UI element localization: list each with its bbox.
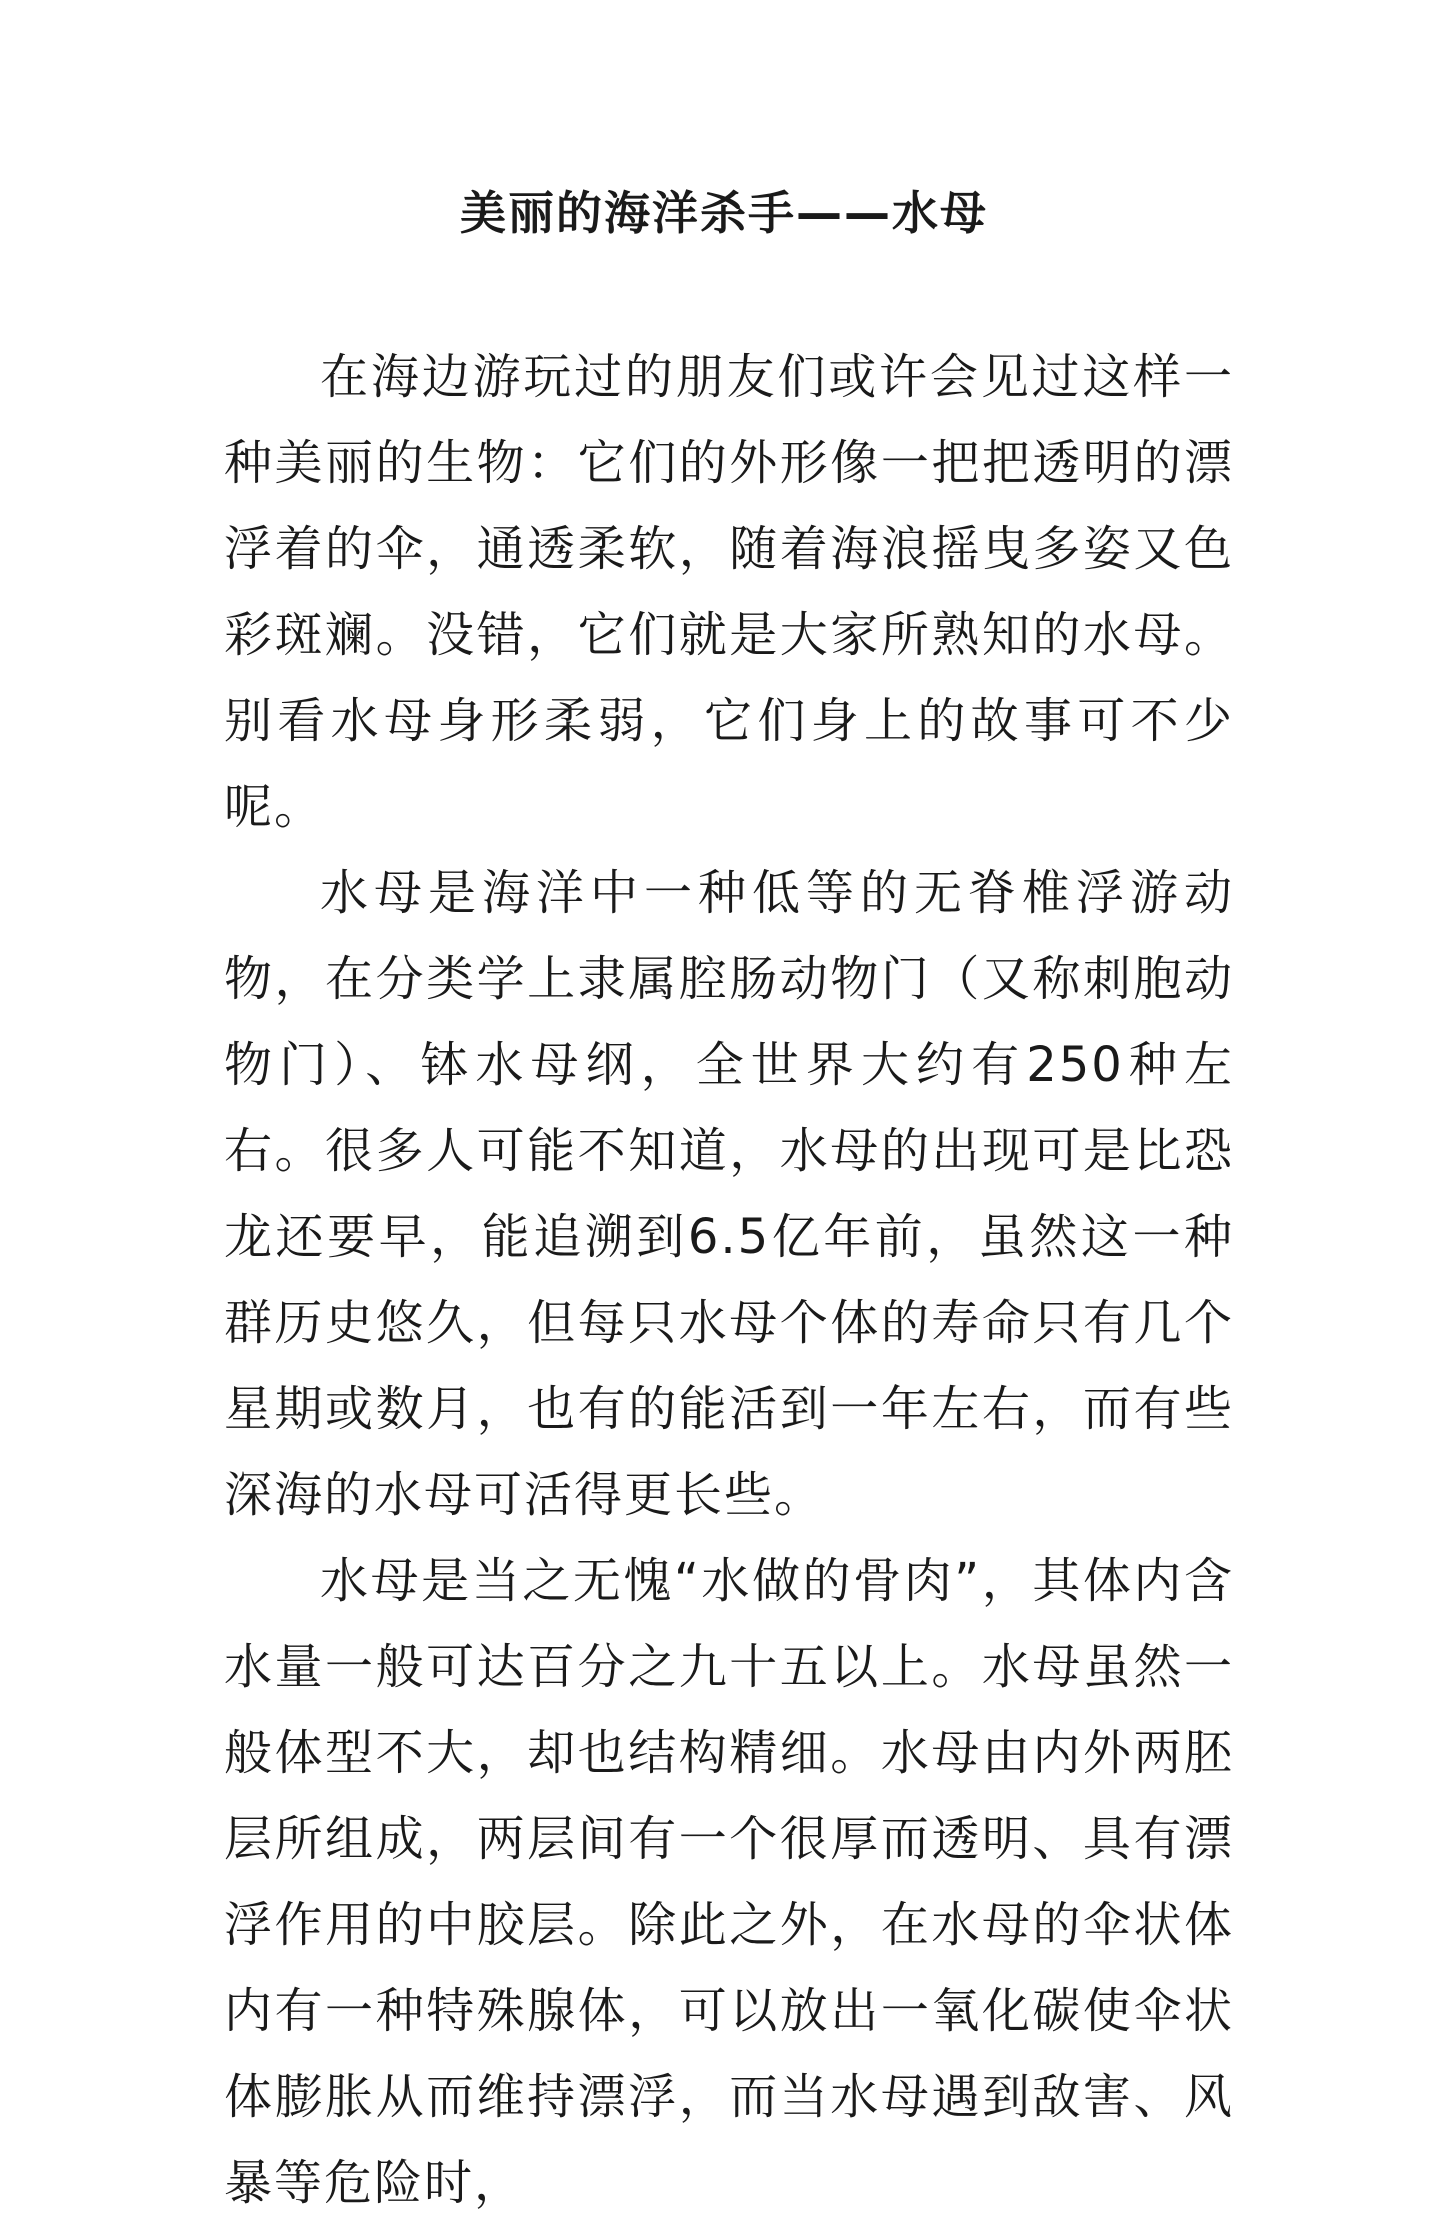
paragraph-1: 在海边游玩过的朋友们或许会见过这样一种美丽的生物：它们的外形像一把把透明的漂浮着的伞，通透柔软，随着海浪摇曳多姿又色彩斑斓。没错，它们就是大家所熟知的水母。别看水母身形柔弱，它们身上的故事可不少呢。 xyxy=(224,349,1234,835)
article-body xyxy=(224,334,1234,2226)
paragraph-3: 水母是当之无愧“水做的骨肉”，其体内含水量一般可达百分之九十五以上。水母虽然一般体型不大，却也结构精细。水母由内外两胚层所组成，两层间有一个很厚而透明、具有漂浮作用的中胶层。除此之外，在水母的伞状体内有一种特殊腺体，可以放出一氧化碳使伞状体膨胀从而维持漂浮，而当水母遇到敌害、风暴等危险时， xyxy=(224,1553,1234,2211)
paragraph-2: 水母是海洋中一种低等的无脊椎浮游动物，在分类学上隶属腔肠动物门（又称刺胞动物门）、钵水母纲，全世界大约有250种左右。很多人可能不知道，水母的出现可是比恐龙还要早，能追溯到6.5亿年前，虽然这一种群历史悠久，但每只水母个体的寿命只有几个星期或数月，也有的能活到一年左右，而有些深海的水母可活得更长些。 xyxy=(224,865,1234,1523)
article-title: 美丽的海洋杀手——水母 xyxy=(460,186,988,240)
